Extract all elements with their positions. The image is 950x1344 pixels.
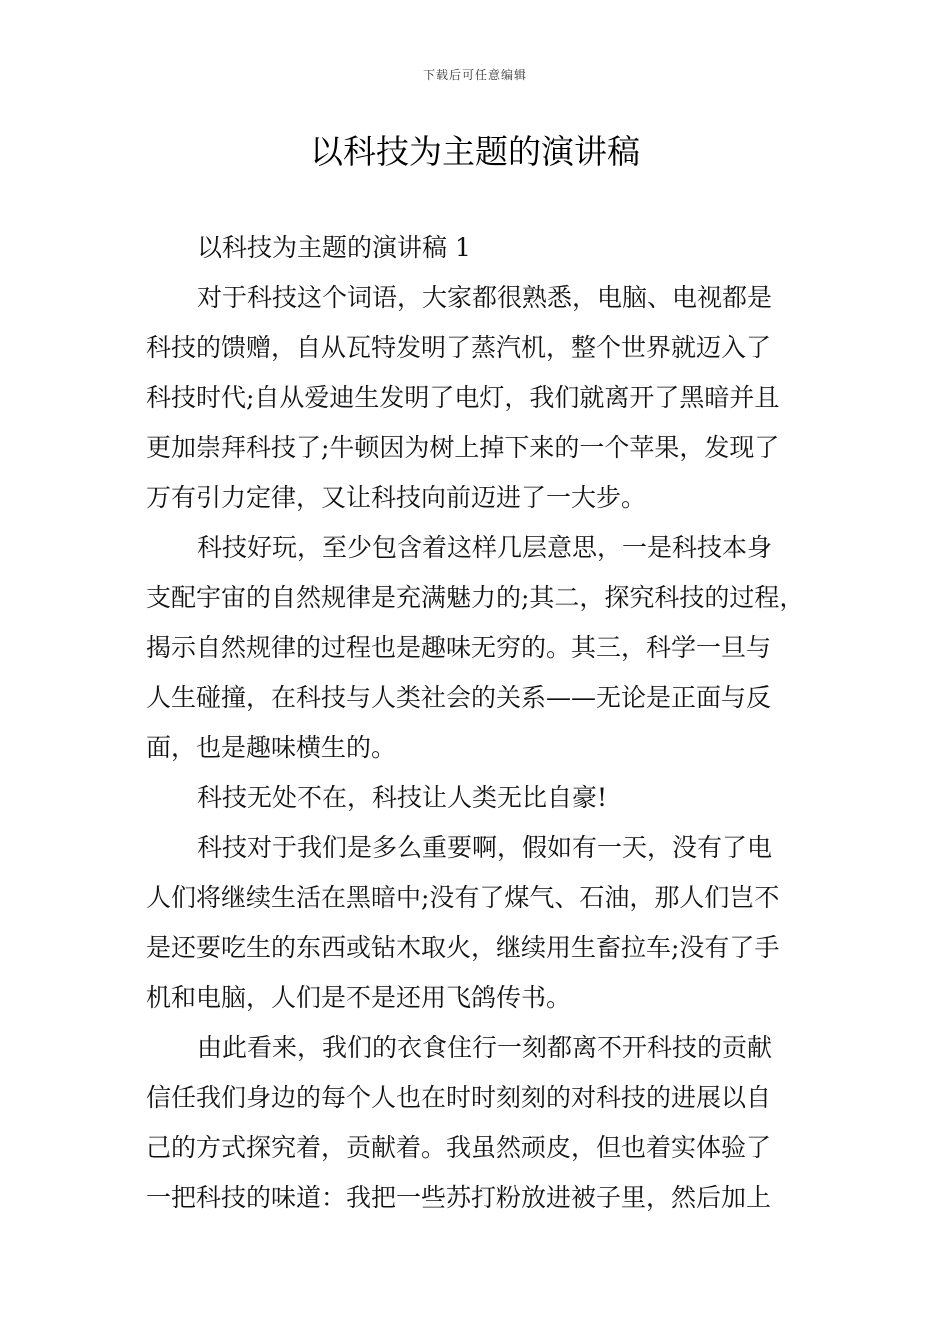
text-line: 人生碰撞，在科技与人类社会的关系——无论是正面与反 xyxy=(146,683,772,712)
text-line: 己的方式探究着，贡献着。我虽然顽皮，但也着实体验了 xyxy=(146,1133,772,1162)
text-line: 由此看来，我们的衣食住行一刻都离不开科技的贡献 xyxy=(197,1033,773,1062)
text-line: 科技好玩，至少包含着这样几层意思，一是科技本身 xyxy=(197,533,773,562)
document-title: 以科技为主题的演讲稿 xyxy=(310,132,640,171)
header-note: 下载后可任意编辑 xyxy=(422,68,527,82)
text-line: 机和电脑，人们是不是还用飞鸽传书。 xyxy=(146,983,572,1012)
text-line: 更加崇拜科技了;牛顿因为树上掉下来的一个苹果，发现了 xyxy=(146,433,780,462)
text-line: 以科技为主题的演讲稿 1 xyxy=(197,233,471,262)
text-line: 是还要吃生的东西或钻木取火，继续用生畜拉车;没有了手 xyxy=(146,933,780,962)
text-line: 面，也是趣味横生的。 xyxy=(146,733,397,762)
text-line: 科技无处不在，科技让人类无比自豪! xyxy=(197,783,608,812)
text-line: 信任我们身边的每个人也在时时刻刻的对科技的进展以自 xyxy=(146,1083,772,1112)
text-line: 人们将继续生活在黑暗中;没有了煤气、石油，那人们岂不 xyxy=(146,883,780,912)
text-line: 万有引力定律，又让科技向前迈进了一大步。 xyxy=(146,483,647,512)
text-line: 对于科技这个词语，大家都很熟悉，电脑、电视都是 xyxy=(197,283,773,312)
text-line: 一把科技的味道：我把一些苏打粉放进被子里，然后加上 xyxy=(146,1183,772,1212)
text-line: 科技对于我们是多么重要啊，假如有一天，没有了电 xyxy=(197,833,773,862)
text-line: 支配宇宙的自然规律是充满魅力的;其二，探究科技的过程， xyxy=(146,583,805,612)
document-body xyxy=(146,229,811,1229)
text-line: 科技时代;自从爱迪生发明了电灯，我们就离开了黑暗并且 xyxy=(146,383,780,412)
text-line: 揭示自然规律的过程也是趣味无穷的。其三，科学一旦与 xyxy=(146,633,772,662)
text-line: 科技的馈赠，自从瓦特发明了蒸汽机，整个世界就迈入了 xyxy=(146,333,772,362)
